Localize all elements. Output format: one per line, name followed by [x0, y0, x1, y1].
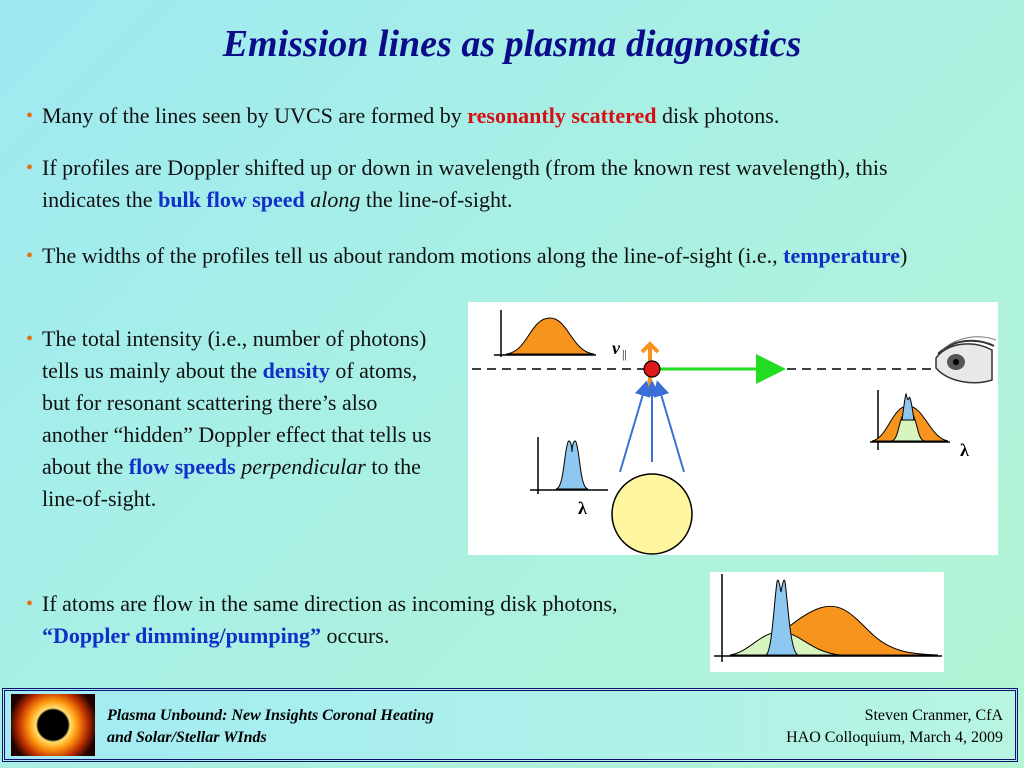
bullet-dot-icon: • — [26, 105, 34, 127]
v-parallel-label: v — [612, 338, 620, 358]
bullet-4-highlight: density — [262, 358, 330, 383]
solar-eclipse-icon — [11, 694, 95, 756]
bullet-1-post: disk photons. — [656, 103, 780, 128]
observer-eye-icon — [936, 337, 996, 383]
bullet-4-mid: of atoms, but for resonant scattering there’s also another “hidden” Doppler effect that tells us about the — [42, 358, 432, 479]
top-left-profile — [494, 310, 596, 357]
footer-left — [107, 705, 434, 749]
footer-left-line2: and Solar/Stellar WInds — [107, 729, 267, 746]
bullet-4-highlight2: flow speeds — [128, 454, 236, 479]
footer-right-line2: HAO Colloquium, March 4, 2009 — [786, 729, 1003, 746]
bullet-dot-icon: • — [26, 593, 34, 615]
photon-rays — [620, 384, 684, 472]
bullet-4-italic: perpendicular — [241, 454, 366, 479]
bullet-4 — [26, 323, 442, 515]
footer-right — [786, 705, 1003, 749]
scattering-atom — [644, 361, 660, 377]
bullet-2-post: the line-of-sight. — [360, 187, 513, 212]
lambda-right: λ — [960, 440, 969, 460]
bullet-2-text: If profiles are Doppler shifted up or down in wavelength (from the known rest wavelength), this indicates the — [42, 155, 888, 212]
bullet-dot-icon: • — [26, 245, 34, 267]
bullet-4-text: The total intensity (i.e., number of photons) tells us mainly about the — [42, 326, 427, 383]
bullet-2 — [26, 152, 962, 216]
slide-title: Emission lines as plasma diagnostics — [222, 23, 802, 65]
bullet-4-post: to the line-of-sight. — [42, 454, 421, 511]
bullet-3-text: The widths of the profiles tell us about random motions along the line-of-sight (i.e., — [42, 243, 784, 268]
solar-disk — [612, 474, 692, 554]
bullet-5-text: If atoms are flow in the same direction as incoming disk photons, — [42, 591, 618, 616]
bullet-5-highlight: “Doppler dimming/pumping” — [42, 623, 321, 648]
bullet-3-post: ) — [900, 243, 908, 268]
scattering-diagram — [468, 302, 998, 555]
footer — [2, 688, 1018, 762]
scattering-diagram-svg — [468, 302, 998, 555]
lambda-left: λ — [578, 498, 587, 518]
bullet-2-italic: along — [310, 187, 361, 212]
bullet-2-highlight: bulk flow speed — [158, 187, 305, 212]
doppler-dimming-svg — [710, 572, 944, 672]
v-parallel-subscript: || — [622, 347, 627, 361]
footer-right-line1: Steven Cranmer, CfA — [864, 707, 1003, 724]
doppler-dimming-diagram — [710, 572, 944, 672]
bullet-5-post: occurs. — [320, 623, 390, 648]
bullet-1-highlight: resonantly scattered — [467, 103, 657, 128]
footer-left-line1: Plasma Unbound: New Insights Coronal Heating — [107, 707, 434, 724]
bullet-1 — [26, 100, 1012, 132]
bullet-3-highlight: temperature — [783, 243, 901, 268]
disk-profile — [530, 437, 608, 518]
bullet-5 — [26, 588, 662, 652]
bullet-3 — [26, 240, 962, 272]
bullet-dot-icon: • — [26, 157, 34, 179]
observed-profile — [870, 390, 969, 460]
bullet-1-text: Many of the lines seen by UVCS are formed by — [42, 103, 468, 128]
bullet-dot-icon: • — [26, 328, 34, 350]
